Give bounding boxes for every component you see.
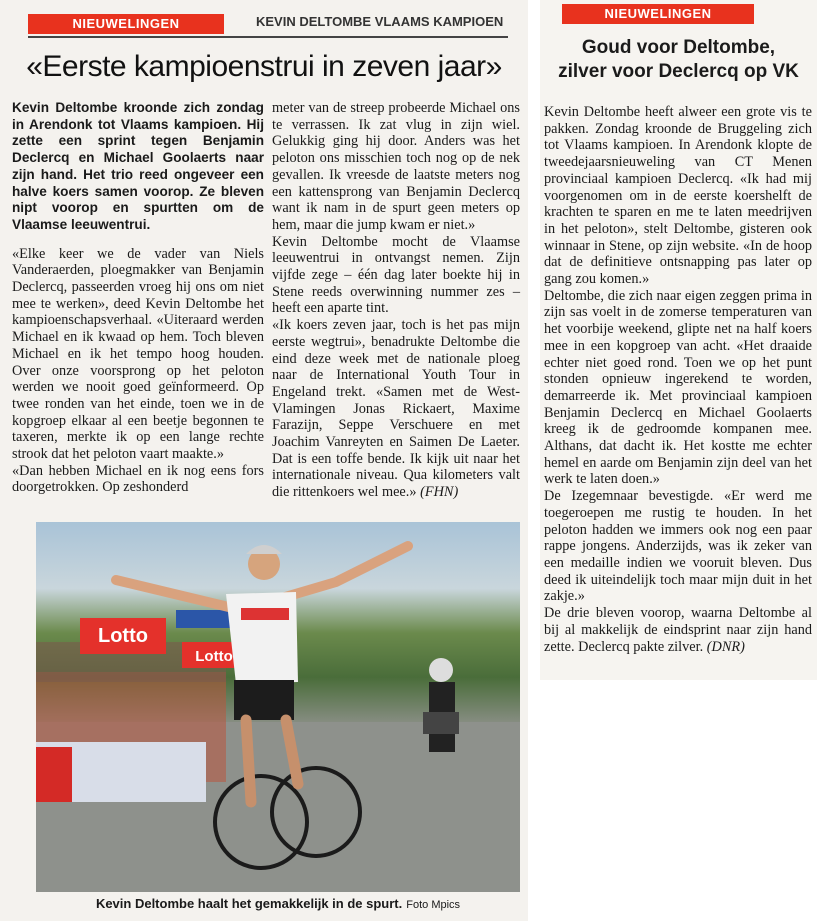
- body-paragraph: «Dan hebben Michael en ik nog eens fors doorgetrokken. Op zeshonderd: [12, 462, 264, 496]
- sponsor-banner-text: Lotto: [98, 625, 148, 647]
- caption-text: Kevin Deltombe haalt het gemakkelijk in de spurt.: [95, 896, 403, 911]
- sponsor-banner-text: Lotto: [195, 648, 233, 665]
- headline-line: zilver voor Declercq op VK: [558, 61, 799, 82]
- body-paragraph: Kevin Deltombe heeft alweer een grote vis te pakken. Zondag kroonde de Bruggeling zich tot Vlaams kampioen. In Arendonk klopte de tweedejaarsnieuweling van CT Menen provinciaal kampioen Declercq. «Ik had mij voorgenomen om in de eerste koershelft de krachten te sparen en me te laten meedrijven in het peloton», stelt Deltombe, gisteren ook winnaar in Stene, op zijn website. «In de hoop dat de definitieve ontsnapping pas later op gang zou komen.»: [544, 104, 812, 288]
- photo-caption: [36, 896, 520, 911]
- body-text: «Ik koers zeven jaar, toch is het pas mijn eerste wegtrui», benadrukte Deltombe die eind deze week met de nationale ploeg naar de International Youth Tour in Engeland trekt. «Samen met de West-Vlamingen Jonas Rickaert, Maxime Farazijn, Seppe Verschuere en met Joachim Vanreyten en Saimen De Laeter. Dat is een toffe bende. Ik kijk uit naar het internationale niveau. Qua kilometers valt die rittenkoers wel mee.»: [272, 317, 520, 501]
- text-column-2: [272, 100, 520, 501]
- author-initials: (FHN): [420, 484, 459, 501]
- body-paragraph: [544, 605, 812, 655]
- body-paragraph: Kevin Deltombe mocht de Vlaamse leeuwentrui in ontvangst nemen. Zijn vijfde zege – één dag later boekte hij in Stene reeds overwinning nummer zes – heeft een aparte tint.: [272, 233, 520, 317]
- body-paragraph: «Elke keer we de vader van Niels Vanderaerden, ploegmakker van Benjamin Declercq, passeerden vroeg hij ons om niet mee te werken», deed Kevin Deltombe het kampioenschapsverhaal. «Uiteraard werden Michael en ik kwaad op hem. Toch bleven Michael en ik het tempo hoog houden. Over onze voorsprong op het peloton werden we nooit goed geïnformeerd. Op twee ronden van het einde, toen we in de kopgroep elkaar al een beetje begonnen te taxeren, merkte ik op een lange rechte strook dat het peloton vaart maakte.»: [12, 245, 264, 463]
- body-paragraph: De Izegemnaar bevestigde. «Er werd me toegeroepen me rustig te houden. In het peloton hadden we immers ook nog een paar rappe jongens. Anderzijds, was ik zeker van een medaille indien we vooruit bleven. Dus deed ik uiteindelijk toch maar mijn duit in het zakje.»: [544, 488, 812, 605]
- right-article-clipping: [540, 0, 817, 680]
- body-paragraph: meter van de streep probeerde Michael ons te verrassen. Ik zat vlug in zijn wiel. Gelukkig ging hij door. Anders was het peloton ons misschien toch nog op de nek gevallen. Ik vreesde de laatste meters nog een kattensprong van Benjamin Declercq want ik nam in de spurt geen meters op hem, maar die jump kwam er niet.»: [272, 100, 520, 233]
- intro-paragraph: Kevin Deltombe kroonde zich zondag in Arendonk tot Vlaams kampioen. Hij zette een sprint tegen Benjamin Declercq en Michael Goolaerts naar zijn hand. Het trio reed ongeveer een halve koers samen voorop. Ze bleven nipt voorop en spurtten om de Vlaamse leeuwentrui.: [12, 100, 264, 232]
- author-initials: (DNR): [706, 638, 745, 655]
- article-headline: [540, 36, 817, 84]
- section-tag: NIEUWELINGEN: [28, 14, 224, 34]
- body-paragraph: [272, 317, 520, 501]
- text-column: [544, 104, 812, 655]
- photo-credit: Foto Mpics: [406, 899, 461, 911]
- race-finish-photo: [36, 522, 520, 892]
- header-divider: [28, 36, 508, 38]
- headline-line: Goud voor Deltombe,: [581, 37, 776, 58]
- article-rubric: KEVIN DELTOMBE VLAAMS KAMPIOEN: [256, 14, 504, 29]
- text-column-1: [12, 100, 264, 496]
- cyclist-illustration: [36, 522, 520, 892]
- article-headline: «Eerste kampioenstrui in zeven jaar»: [26, 50, 502, 83]
- section-tag: NIEUWELINGEN: [562, 4, 754, 24]
- body-paragraph: Deltombe, die zich naar eigen zeggen prima in zijn sas voelt in de zomerse temperaturen van het voorbije weekend, glipte net na half koers mee in een kopgroep van acht. «Het draaide echter niet goed rond. Toen we op het punt stonden opnieuw ingerekend te worden, demarreerde ik. Met provinciaal kampioen Benjamin Declercq en Michael Goolaerts kreeg ik de gedroomde kompanen mee. Althans, dat dacht ik. Het kostte me echter hemel en aarde om Benjamin zijn deel van het werk te laten doen.»: [544, 287, 812, 488]
- body-text: De drie bleven voorop, waarna Deltombe al bij al makkelijk de eindsprint naar zijn hand zette. Declercq pakte zilver.: [544, 605, 812, 655]
